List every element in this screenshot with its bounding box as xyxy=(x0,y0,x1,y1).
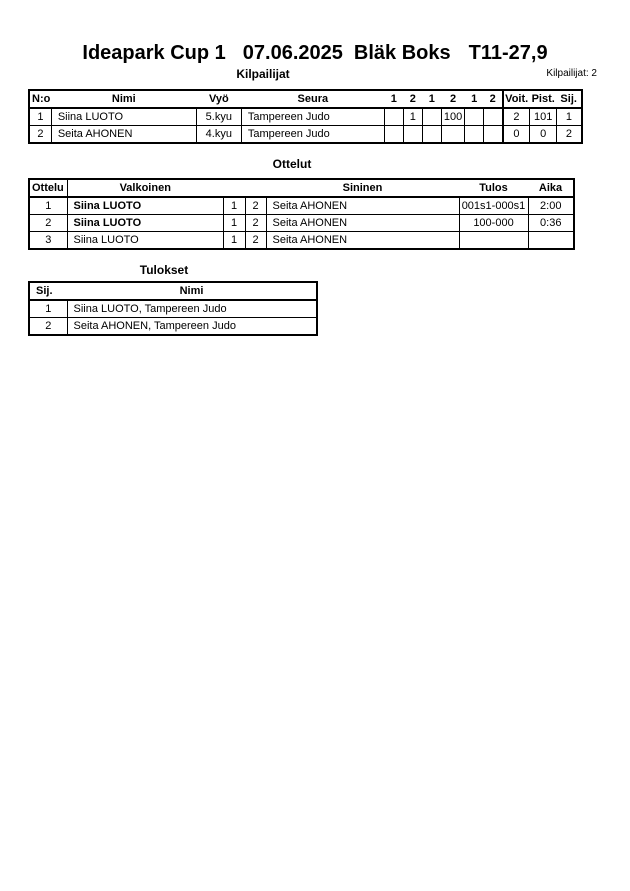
col-header-place: Sij. xyxy=(29,282,67,300)
cell-white-no: 1 xyxy=(223,215,245,232)
competitor-row xyxy=(29,126,582,144)
cell-place: 2 xyxy=(557,126,582,144)
table-header-row xyxy=(29,179,574,197)
competitor-count: Kilpailijat: 2 xyxy=(546,68,597,79)
results-table xyxy=(28,281,318,336)
col-header-spacer xyxy=(223,179,245,197)
results-table-head xyxy=(29,282,317,300)
cell-score xyxy=(484,126,503,144)
col-header-round2b: 2 xyxy=(441,90,464,108)
title-category: T11-27,9 xyxy=(468,42,548,64)
cell-blue-no: 2 xyxy=(245,232,266,250)
col-header-round1b: 2 xyxy=(403,90,422,108)
match-row xyxy=(29,215,574,232)
col-header-time: Aika xyxy=(528,179,574,197)
cell-place: 1 xyxy=(29,300,67,318)
cell-name: Seita AHONEN, Tampereen Judo xyxy=(67,318,317,336)
cell-score xyxy=(422,126,441,144)
cell-score xyxy=(484,108,503,126)
col-header-place: Sij. xyxy=(557,90,582,108)
competitors-table xyxy=(28,89,583,144)
cell-white-no: 1 xyxy=(223,232,245,250)
cell-no: 1 xyxy=(29,108,51,126)
col-header-name: Nimi xyxy=(51,90,196,108)
cell-score xyxy=(465,126,484,144)
cell-time: 0:36 xyxy=(528,215,574,232)
cell-score xyxy=(384,126,403,144)
cell-place: 1 xyxy=(557,108,582,126)
col-header-blue: Sininen xyxy=(266,179,459,197)
section-heading-tulokset: Tulokset xyxy=(139,263,189,277)
cell-score xyxy=(465,108,484,126)
cell-time: 2:00 xyxy=(528,197,574,215)
title-venue: Bläk Boks xyxy=(353,42,451,64)
col-header-wins: Voit. xyxy=(503,90,530,108)
col-header-match: Ottelu xyxy=(29,179,67,197)
cell-blue-no: 2 xyxy=(245,215,266,232)
cell-name: Siina LUOTO xyxy=(51,108,196,126)
matches-table-head xyxy=(29,179,574,197)
cell-name: Siina LUOTO, Tampereen Judo xyxy=(67,300,317,318)
section-heading-kilpailijat: Kilpailijat xyxy=(236,67,290,81)
col-header-round2a: 1 xyxy=(422,90,441,108)
col-header-club: Seura xyxy=(241,90,384,108)
col-header-round3a: 1 xyxy=(465,90,484,108)
cell-match-no: 1 xyxy=(29,197,67,215)
cell-points: 101 xyxy=(530,108,557,126)
col-header-spacer xyxy=(245,179,266,197)
cell-belt: 5.kyu xyxy=(196,108,241,126)
competitor-row xyxy=(29,108,582,126)
competitors-table-body xyxy=(29,108,582,143)
cell-score xyxy=(441,126,464,144)
result-row xyxy=(29,300,317,318)
col-header-belt: Vyö xyxy=(196,90,241,108)
cell-white-no: 1 xyxy=(223,197,245,215)
match-row xyxy=(29,232,574,250)
cell-points: 0 xyxy=(530,126,557,144)
cell-score: 1 xyxy=(403,108,422,126)
cell-time xyxy=(528,232,574,250)
result-row xyxy=(29,318,317,336)
cell-belt: 4.kyu xyxy=(196,126,241,144)
col-header-points: Pist. xyxy=(530,90,557,108)
cell-blue-no: 2 xyxy=(245,197,266,215)
cell-wins: 2 xyxy=(503,108,530,126)
section-heading-ottelut: Ottelut xyxy=(272,157,312,171)
title-date: 07.06.2025 xyxy=(242,42,343,64)
cell-score xyxy=(422,108,441,126)
table-header-row xyxy=(29,90,582,108)
table-header-row xyxy=(29,282,317,300)
cell-white-competitor: Siina LUOTO xyxy=(67,215,223,232)
cell-score xyxy=(384,108,403,126)
cell-blue-competitor: Seita AHONEN xyxy=(266,215,459,232)
col-header-no: N:o xyxy=(29,90,51,108)
cell-white-competitor: Siina LUOTO xyxy=(67,197,223,215)
cell-blue-competitor: Seita AHONEN xyxy=(266,197,459,215)
cell-match-no: 2 xyxy=(29,215,67,232)
matches-table-body xyxy=(29,197,574,249)
page-title xyxy=(0,42,630,65)
cell-club: Tampereen Judo xyxy=(241,108,384,126)
match-row xyxy=(29,197,574,215)
col-header-name: Nimi xyxy=(67,282,317,300)
title-event: Ideapark Cup 1 xyxy=(82,42,226,64)
col-header-round3b: 2 xyxy=(484,90,503,108)
cell-result: 001s1-000s1 xyxy=(459,197,528,215)
cell-white-competitor: Siina LUOTO xyxy=(67,232,223,250)
cell-blue-competitor: Seita AHONEN xyxy=(266,232,459,250)
cell-no: 2 xyxy=(29,126,51,144)
col-header-white: Valkoinen xyxy=(67,179,223,197)
results-table-body xyxy=(29,300,317,335)
col-header-round1a: 1 xyxy=(384,90,403,108)
col-header-result: Tulos xyxy=(459,179,528,197)
cell-name: Seita AHONEN xyxy=(51,126,196,144)
cell-score: 100 xyxy=(441,108,464,126)
cell-place: 2 xyxy=(29,318,67,336)
competitors-table-head xyxy=(29,90,582,108)
cell-wins: 0 xyxy=(503,126,530,144)
cell-result: 100-000 xyxy=(459,215,528,232)
cell-match-no: 3 xyxy=(29,232,67,250)
cell-score xyxy=(403,126,422,144)
cell-result xyxy=(459,232,528,250)
matches-table xyxy=(28,178,575,250)
cell-club: Tampereen Judo xyxy=(241,126,384,144)
